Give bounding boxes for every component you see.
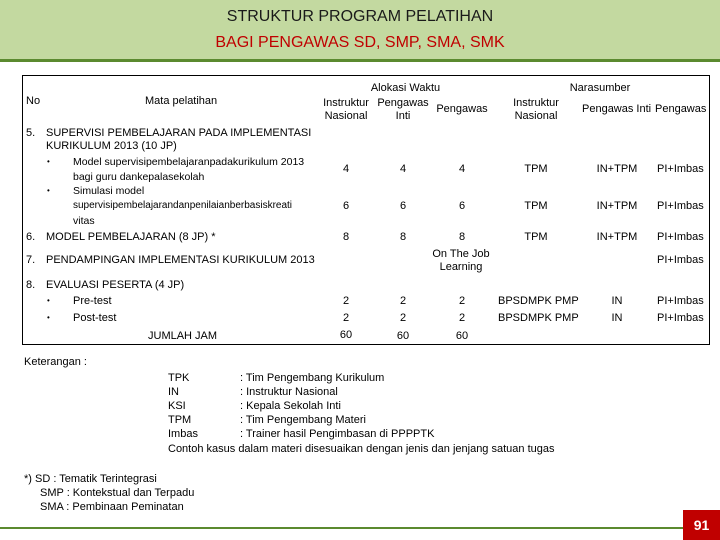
row-5a-pengawas-inti: 4	[399, 163, 407, 175]
header-instruktur-nasional-line2: Nasional	[324, 110, 368, 122]
footnote-line-2: SMP : Kontekstual dan Terpadu	[40, 487, 195, 499]
row-8b-pengawas-inti: 2	[399, 312, 407, 324]
keterangan-label: Keterangan :	[24, 356, 87, 368]
row-5a-nara-pengawas-inti: IN+TPM	[596, 163, 638, 175]
row-5b-text-line1: Simulasi model	[73, 185, 145, 197]
row-5b-text-line3: vitas	[73, 215, 95, 227]
row-8a-pengawas-inti: 2	[399, 295, 407, 307]
row-7-number: 7.	[26, 254, 36, 266]
row-6-title: MODEL PEMBELAJARAN (8 JP) *	[46, 231, 216, 243]
row-8-number: 8.	[26, 279, 36, 291]
total-instruktur-nasional: 60	[339, 329, 353, 341]
header-nara-instruktur	[498, 97, 574, 123]
row-7-nara-pengawas: PI+Imbas	[657, 254, 704, 266]
legend-value-in: : Instruktur Nasional	[240, 386, 338, 398]
row-5b-pengawas: 6	[458, 200, 466, 212]
row-5a-nara-instruktur: TPM	[524, 163, 548, 175]
legend-value-ksi: : Kepala Sekolah Inti	[240, 400, 341, 412]
row-8b-nara-pengawas-inti: IN	[611, 312, 623, 324]
footnote-line-3: SMA : Pembinaan Peminatan	[40, 501, 184, 513]
row-5b-pengawas-inti: 6	[399, 200, 407, 212]
total-pengawas: 60	[455, 330, 469, 342]
header-pengawas-inti	[374, 97, 432, 123]
header-instruktur-nasional	[318, 97, 374, 123]
row-5a-instruktur-nasional: 4	[342, 163, 350, 175]
legend-key-imbas: Imbas	[168, 428, 198, 440]
row-8a-text: Pre-test	[73, 295, 112, 307]
row-5b-nara-instruktur: TPM	[524, 200, 548, 212]
row-6-nara-pengawas: PI+Imbas	[657, 231, 704, 243]
row-5b-nara-pengawas: PI+Imbas	[657, 200, 704, 212]
row-8b-nara-pengawas: PI+Imbas	[657, 312, 704, 324]
header-no: No	[26, 95, 41, 107]
page-number-badge: 91	[683, 510, 720, 540]
row-5a-pengawas: 4	[458, 163, 466, 175]
title-line-1: STRUKTUR PROGRAM PELATIHAN	[226, 8, 494, 25]
header-nara-pengawas-inti: Pengawas Inti	[582, 103, 652, 115]
row-8b-nara-instruktur: BPSDMPK PMP	[498, 312, 579, 324]
legend-value-tpk: : Tim Pengembang Kurikulum	[240, 372, 385, 384]
legend-value-imbas: : Trainer hasil Pengimbasan di PPPPTK	[240, 428, 435, 440]
header-narasumber: Narasumber	[569, 82, 631, 94]
legend-key-ksi: KSI	[168, 400, 186, 412]
row-6-nara-pengawas-inti: IN+TPM	[596, 231, 638, 243]
bullet-icon: •	[47, 296, 50, 305]
contoh-kasus-note: Contoh kasus dalam materi disesuaikan dengan jenis dan jenjang satuan tugas	[168, 443, 555, 455]
row-5-title-line2: KURIKULUM 2013 (10 JP)	[46, 140, 177, 152]
bullet-icon: •	[47, 313, 50, 322]
row-8a-nara-pengawas: PI+Imbas	[657, 295, 704, 307]
row-8a-instruktur-nasional: 2	[342, 295, 350, 307]
row-8a-nara-instruktur: BPSDMPK PMP	[498, 295, 579, 307]
row-8-title: EVALUASI PESERTA (4 JP)	[46, 279, 185, 291]
row-8b-instruktur-nasional: 2	[342, 312, 350, 324]
row-8a-nara-pengawas-inti: IN	[611, 295, 623, 307]
row-6-pengawas-inti: 8	[399, 231, 407, 243]
row-5a-text-line1: Model supervisipembelajaranpadakurikulum 2013	[73, 156, 305, 168]
row-5b-instruktur-nasional: 6	[342, 200, 350, 212]
legend-key-tpk: TPK	[168, 372, 190, 384]
row-6-number: 6.	[26, 231, 36, 243]
legend-key-tpm: TPM	[168, 414, 192, 426]
title-line-2: BAGI PENGAWAS SD, SMP, SMA, SMK	[215, 34, 505, 51]
row-8b-pengawas: 2	[458, 312, 466, 324]
bullet-icon: •	[47, 157, 50, 166]
row-5b-nara-pengawas-inti: IN+TPM	[596, 200, 638, 212]
row-7-on-the-job-learning	[425, 248, 497, 274]
legend-key-in: IN	[168, 386, 179, 398]
total-pengawas-inti: 60	[396, 330, 410, 342]
header-nara-instruktur-line1: Instruktur	[513, 97, 559, 109]
footnote-line-1: *) SD : Tematik Terintegrasi	[24, 473, 157, 485]
header-nara-pengawas: Pengawas	[655, 103, 707, 115]
row-5-number: 5.	[26, 127, 36, 139]
title-banner	[0, 0, 720, 62]
header-mata-pelatihan: Mata pelatihan	[145, 95, 218, 107]
row-5-title-line1: SUPERVISI PEMBELAJARAN PADA IMPLEMENTASI	[46, 127, 312, 139]
row-5a-nara-pengawas: PI+Imbas	[657, 163, 704, 175]
row-8a-pengawas: 2	[458, 295, 466, 307]
row-6-pengawas: 8	[458, 231, 466, 243]
footer-rule	[0, 527, 683, 529]
header-instruktur-nasional-line1: Instruktur	[323, 97, 369, 109]
row-5a-text-line2: bagi guru dankepalasekolah	[73, 171, 205, 183]
row-7-title: PENDAMPINGAN IMPLEMENTASI KURIKULUM 2013	[46, 254, 315, 266]
row-7-ojl-line2: Learning	[439, 261, 483, 273]
header-alokasi-waktu: Alokasi Waktu	[370, 82, 441, 94]
row-6-instruktur-nasional: 8	[342, 231, 350, 243]
row-5b-text-line2: supervisipembelajarandanpenilaianberbasiskreati	[73, 200, 293, 211]
row-6-nara-instruktur: TPM	[524, 231, 548, 243]
row-8b-text: Post-test	[73, 312, 117, 324]
row-7-ojl-line1: On The Job	[432, 248, 490, 260]
header-nara-instruktur-line2: Nasional	[514, 110, 558, 122]
total-label: JUMLAH JAM	[148, 330, 218, 342]
legend-value-tpm: : Tim Pengembang Materi	[240, 414, 366, 426]
header-pengawas-inti-line1: Pengawas	[377, 97, 429, 109]
bullet-icon: •	[47, 186, 50, 195]
header-pengawas-inti-line2: Inti	[395, 110, 411, 122]
header-pengawas: Pengawas	[436, 103, 488, 115]
